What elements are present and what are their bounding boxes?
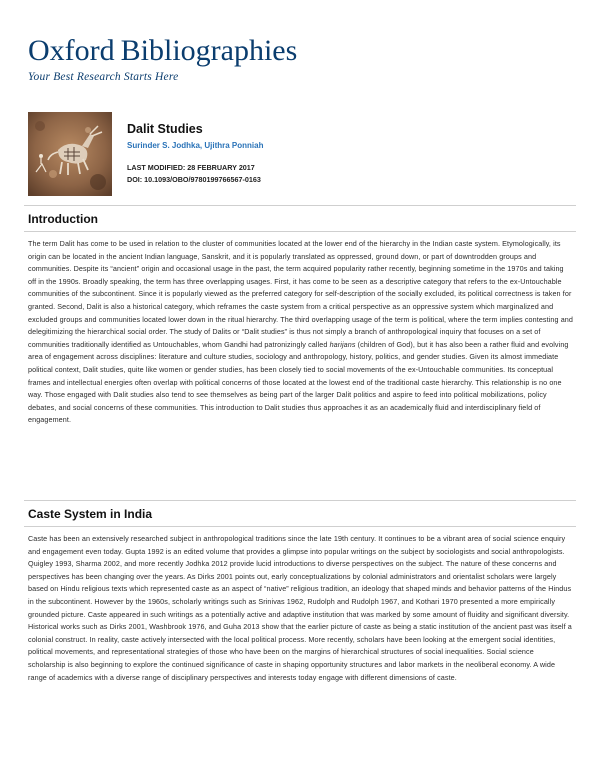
introduction-paragraph: The term Dalit has come to be used in relation to the cluster of communities located at the lower end of the hierarchy in the Indian caste system. Etymologically, its origin can be located in the ancient Indian language, Sanskrit, and it is popularly translated as oppressed, ground down, or part of downtrodden groups and communities. Despite its “ancient” origin and occasional usage in the past, the term acquired popularity rather recently, beginning sometime in the 1970s and taking off in the 1990s. Broadly speaking, the term has three overlapping usages. First, it has come to be seen as a descriptive category that refers to the ex-Untouchable communities of the subcontinent. Since it is popularly viewed as the preferred category for self-description of the socially excluded, its political correctness is taken for granted. Second, Dalit is also a historical category, which reframes the caste system from a critical perspective as an oppressive system which marginalized and excluded groups and communities located lower down in the ritual hierarchy. The third overlapping usage of the term is political, where the term implies contesting and delegitimizing the hierarchical social order. The study of Dalits or “Dalit studies” is thus not simply a branch of anthropological inquiry that focuses on a set of communities traditionally identified as Untouchables, whom Gandhi had patronizingly called harijans (children of God), but it has also been a rather fluid and evolving area of engagement across disciplines: literature and culture studies, sociology and anthropology, history, politics, and gender studies. Given its almost immediate political context, Dalit studies, quite like women or gender studies, has been closely tied to social movements of the ex-Untouchable communities. Its conceptual frames and intellectual energies often overlap with political concerns of those located at the lowest end of the traditional caste hierarchy. This relationship is no one way. Those engaged with Dalit studies also tend to see themselves as being part of the larger Dalit politics and aspire to feed into political mobilizations, policy debates, and social concerns of these communities. This introduction to Dalit studies thus approaches it as an academically fluid and interdisciplinary field of engagement. [28,239,573,425]
tagline: Your Best Research Starts Here [28,71,179,83]
cover-artwork-image [28,112,112,196]
article-metadata [127,122,567,186]
doi[interactable]: DOI: 10.1093/OBO/9780199766567-0163 [127,175,261,184]
section-heading-caste-system: Caste System in India [28,507,153,521]
divider [24,500,576,501]
article-authors[interactable]: Surinder S. Jodhka, Ujithra Ponniah [127,141,264,150]
logo-oxford: Oxford [28,34,115,67]
divider [24,231,576,232]
caste-system-paragraph: Caste has been an extensively researched subject in anthropological traditions since the late 19th century. It continues to be a vibrant area of social science enquiry and engagement even today. Gupta 1992 is an edited volume that provides a glimpse into popular writings on the subject by sociologists and social anthropologists. Quigley 1993, Sharma 2002, and more recently Jodhka 2012 provide lucid introductions to diverse perspectives on the subject. The nature of these concerns and perspectives has been changing over the years. As Dirks 2001 points out, early conceptualizations by colonial administrators and orientalist scholars were largely based on Hindu religious texts which represented caste as an aspect of “native” religious tradition, an ideology that shaped minds and behavior patterns of the Hindus in the subcontinent. However by the 1960s, scholarly writings such as Srinivas 1962, Rudolph and Rudolph 1967, and Kothari 1970 presented a more empirically grounded picture. Caste appeared in such writings as a potentially active and adaptive institution that was marked by some amount of fluidity and significant diversity. Historical works such as Dirks 2001, Washbrook 1976, and Guha 2013 show that the earlier picture of caste as being a static institution of the ancient past was itself a colonial construct. In reality, caste actively intersected with the local political process. More recently, scholars have been looking at the emergent social identities, political movements, and representational strategies of those who have been on the margins of hierarchical structures of social inequalities. Social science scholarship is also beginning to explore the continued significance of caste in shaping opportunity structures and labor markets in the neoliberal economy. A wide range of academics with a diverse range of disciplinary perspectives and interests today engage with different dimensions of caste. [28,534,572,682]
site-header [28,36,297,83]
last-modified: LAST MODIFIED: 28 FEBRUARY 2017 [127,163,255,172]
cave-painting-icon [28,112,112,196]
divider [24,526,576,527]
logo-bibliographies: Bibliographies [120,34,298,67]
italic-term: harijans [329,339,356,349]
section-heading-introduction: Introduction [28,212,98,226]
divider [24,205,576,206]
article-title: Dalit Studies [127,122,203,136]
oxford-bibliographies-logo[interactable] [28,36,297,66]
